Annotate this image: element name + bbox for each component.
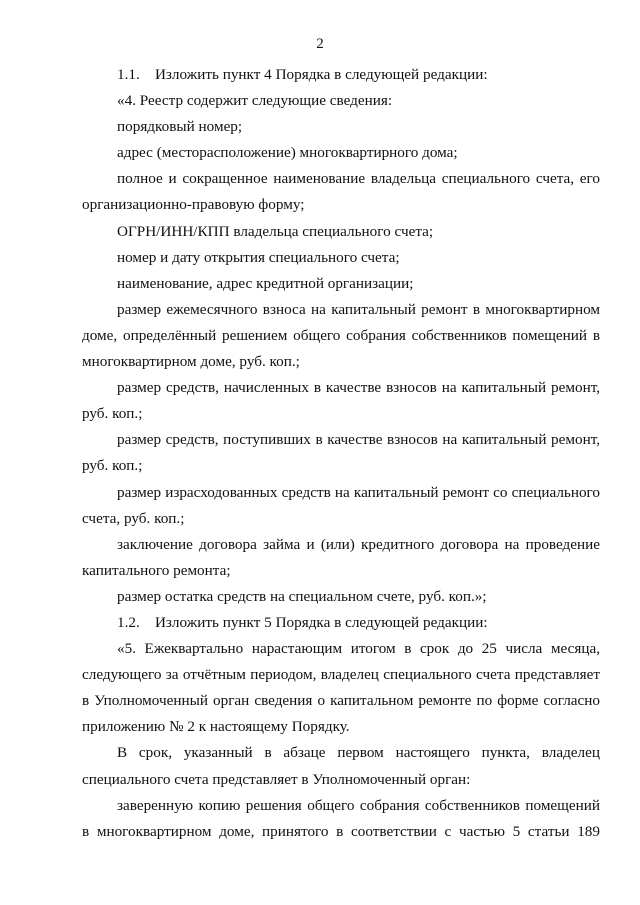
list-item-accrued-funds: размер средств, начисленных в качестве взносов на капитальный ремонт, руб. коп.; — [82, 379, 600, 423]
paragraph-deadline: В срок, указанный в абзаце первом настоящего пункта, владелец специального счета представляет в Уполномоченный орган: — [82, 744, 600, 788]
list-item-bank: наименование, адрес кредитной организации; — [117, 274, 414, 292]
document-body — [82, 62, 600, 845]
list-item-spent-funds: размер израсходованных средств на капитальный ремонт со специального счета, руб. коп.; — [82, 483, 600, 527]
paragraph-registry-intro: «4. Реестр содержит следующие сведения: — [117, 92, 393, 110]
list-item-address: адрес (месторасположение) многоквартирного дома; — [117, 144, 458, 162]
list-item-monthly-fee: размер ежемесячного взноса на капитальный ремонт в многоквартирном доме, определённый решением общего собрания собственников помещений в многоквартирном доме, руб. коп.; — [82, 300, 600, 371]
paragraph-1-2: 1.2. Изложить пункт 5 Порядка в следующей редакции: — [117, 613, 488, 631]
list-item-account-date: номер и дату открытия специального счета; — [117, 248, 400, 266]
list-item-ogrn: ОГРН/ИНН/КПП владельца специального счета; — [117, 222, 434, 240]
page-number: 2 — [316, 36, 324, 52]
paragraph-1-1: 1.1. Изложить пункт 4 Порядка в следующей редакции: — [117, 66, 488, 83]
list-item-balance: размер остатка средств на специальном счете, руб. коп.»; — [117, 587, 487, 605]
list-item-received-funds: размер средств, поступивших в качестве взносов на капитальный ремонт, руб. коп.; — [82, 431, 600, 475]
list-item-owner-name: полное и сокращенное наименование владельца специального счета, его организационно-правовую форму; — [82, 170, 600, 214]
list-item-loan-agreement: заключение договора займа и (или) кредитного договора на проведение капитального ремонта; — [82, 535, 600, 579]
paragraph-certified-copy: заверенную копию решения общего собрания собственников помещений в многоквартирном доме, принятого в соответствии с частью 5 статьи 189 — [82, 796, 600, 840]
list-item-serial-number: порядковый номер; — [117, 118, 243, 136]
paragraph-quarterly: «5. Ежеквартально нарастающим итогом в срок до 25 числа месяца, следующего за отчётным периодом, владелец специального счета представляет в Уполномоченный орган сведения о капитальном ремонте по форме согласно приложению № 2 к настоящему Порядку. — [82, 640, 600, 736]
